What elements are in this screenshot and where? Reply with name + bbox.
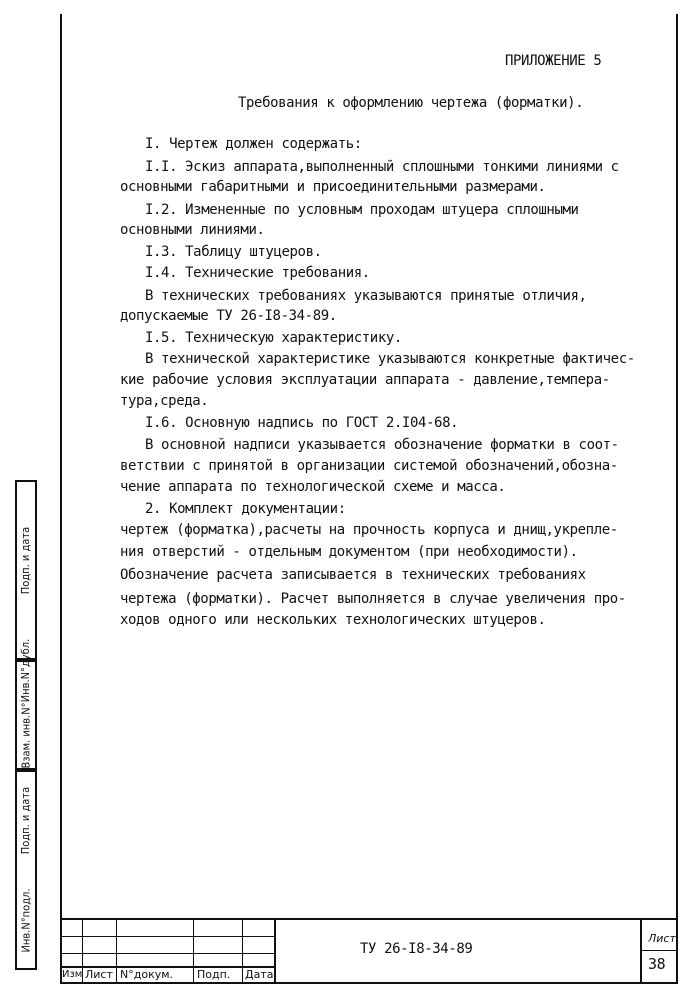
cell-signature: Подп. xyxy=(197,968,231,981)
document-number: ТУ 26-I8-34-89 xyxy=(360,941,473,957)
cell-date: Дата xyxy=(245,968,274,981)
body-line: тура,среда. xyxy=(120,393,209,409)
body-line: допускаемые ТУ 26-I8-34-89. xyxy=(120,308,337,324)
body-line: основными габаритными и присоединительными размерами. xyxy=(120,179,546,195)
cell-change: Изм xyxy=(62,969,83,980)
title-block-col xyxy=(193,918,194,984)
title-block-top-line xyxy=(60,918,678,920)
title-block-divider xyxy=(640,950,678,951)
body-line: В технической характеристике указываются конкретные фактичес- xyxy=(145,351,635,367)
body-line: I.4. Технические требования. xyxy=(145,265,370,281)
body-line: I.I. Эскиз аппарата,выполненный сплошными тонкими линиями с xyxy=(145,159,619,175)
body-line: кие рабочие условия эксплуатации аппарата - давление,темпера- xyxy=(120,372,610,388)
appendix-label: ПРИЛОЖЕНИЕ 5 xyxy=(505,53,602,69)
body-line: 2. Комплект документации: xyxy=(145,501,346,517)
title-block-col xyxy=(242,918,243,984)
title-block-col xyxy=(274,918,276,984)
body-line: чертежа (форматки). Расчет выполняется в случае увеличения про- xyxy=(120,591,626,607)
body-line: I.2. Измененные по условным проходам штуцера сплошными xyxy=(145,202,579,218)
body-line: Обозначение расчета записывается в технических требованиях xyxy=(120,567,586,583)
body-line: чение аппарата по технологической схеме и масса. xyxy=(120,479,506,495)
body-line: ветствии с принятой в организации системой обозначений,обозна- xyxy=(120,458,618,474)
title-block-col xyxy=(116,918,117,984)
frame-left-line xyxy=(60,14,62,984)
sidebar-label-inv-orig: Инв.N°подл. xyxy=(19,887,33,953)
sidebar-label-sign-date: Подп. и дата xyxy=(19,786,33,854)
body-line: I.5. Техническую характеристику. xyxy=(145,330,402,346)
cell-sheet: Лист xyxy=(85,968,113,981)
body-line: чертеж (форматка),расчеты на прочность корпуса и днищ,укрепле- xyxy=(120,522,618,538)
page-title: Требования к оформлению чертежа (форматки). xyxy=(238,95,584,111)
cell-doc-number: N°докум. xyxy=(120,968,174,981)
title-block-col xyxy=(640,918,642,984)
sheet-label: Лист xyxy=(648,932,676,945)
frame-bottom-line xyxy=(60,982,678,984)
body-line: ния отверстий - отдельным документом (при необходимости). xyxy=(120,544,578,560)
sidebar-label-inv-dup: Инв.N°дубл. xyxy=(19,638,33,702)
body-line: I.3. Таблицу штуцеров. xyxy=(145,244,322,260)
sidebar-label-sign-date-2: Подп. и дата xyxy=(19,526,33,594)
body-line: В основной надписи указывается обозначение форматки в соот- xyxy=(145,437,619,453)
body-line: В технических требованиях указываются принятые отличия, xyxy=(145,288,587,304)
frame-right-line xyxy=(676,14,678,984)
sidebar-label-replace-inv: Взам. инв.N° xyxy=(19,701,33,769)
body-line: I.6. Основную надпись по ГОСТ 2.I04-68. xyxy=(145,415,459,431)
sheet-number: 38 xyxy=(648,955,666,973)
body-line: ходов одного или нескольких технологических штуцеров. xyxy=(120,612,546,628)
body-line: I. Чертеж должен содержать: xyxy=(145,136,362,152)
body-line: основными линиями. xyxy=(120,222,265,238)
